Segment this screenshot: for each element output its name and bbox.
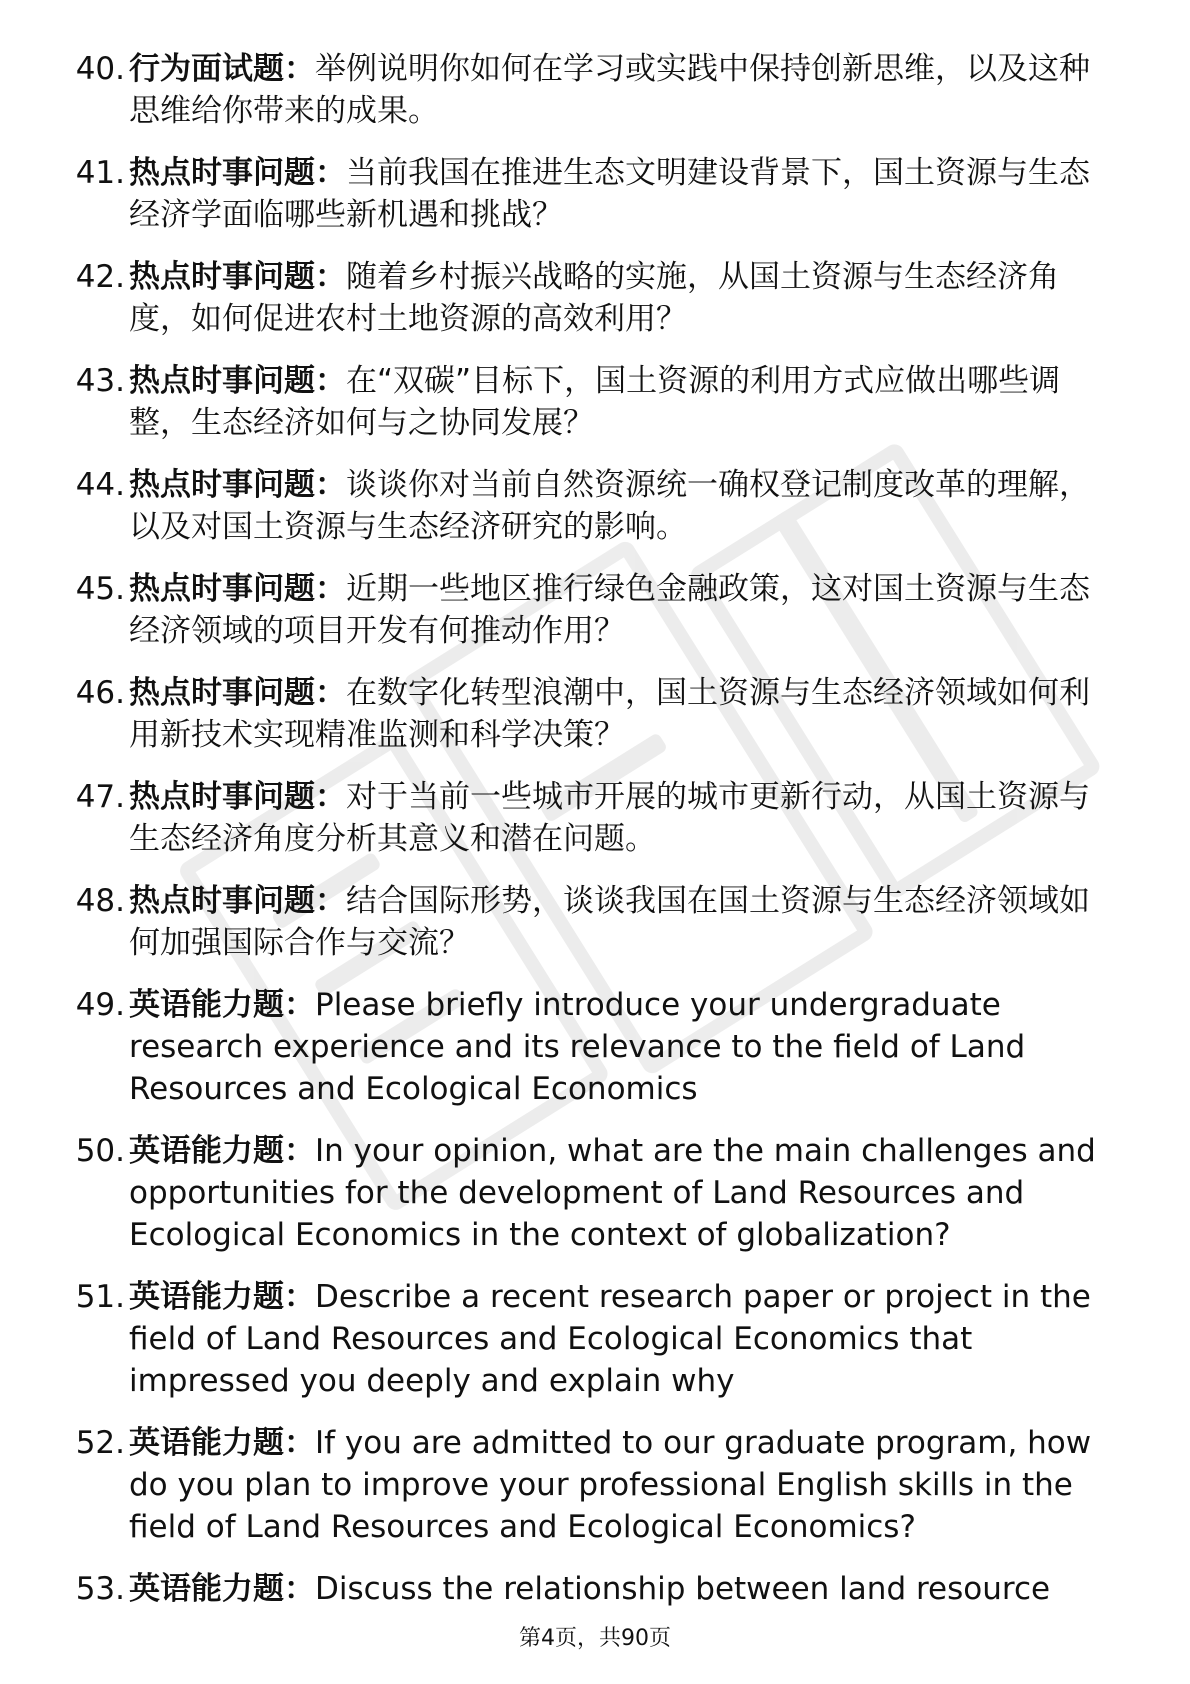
question-item xyxy=(0,464,1190,548)
question-category: 热点时事问题： xyxy=(129,155,346,191)
question-text: 在“双碳”目标下，国土资源的利用方式应做出哪些调整，生态经济如何与之协同发展？ xyxy=(129,363,1061,441)
question-number: 53. xyxy=(75,1571,125,1607)
question-item xyxy=(0,776,1190,860)
question-number: 40. xyxy=(75,51,125,87)
question-item xyxy=(0,1276,1190,1402)
question-item xyxy=(0,672,1190,756)
question-item xyxy=(0,984,1190,1110)
question-number: 51. xyxy=(75,1279,125,1315)
question-category: 英语能力题： xyxy=(129,1425,315,1461)
question-category: 热点时事问题： xyxy=(129,363,346,399)
question-category: 热点时事问题： xyxy=(129,571,346,607)
question-body xyxy=(125,568,1105,652)
question-body xyxy=(125,1422,1105,1548)
question-text: If you are admitted to our graduate program, how do you plan to improve your professional English skills in the field of Land Resources and Ecological Economics? xyxy=(129,1425,1092,1545)
question-body xyxy=(125,1130,1105,1256)
question-text: 随着乡村振兴战略的实施，从国土资源与生态经济角度，如何促进农村土地资源的高效利用？ xyxy=(129,259,1059,337)
question-text: 在数字化转型浪潮中，国土资源与生态经济领域如何利用新技术实现精准监测和科学决策？ xyxy=(129,675,1090,753)
question-item xyxy=(0,152,1190,236)
question-item xyxy=(0,568,1190,652)
question-category: 英语能力题： xyxy=(129,1571,315,1607)
question-number: 42. xyxy=(75,259,125,295)
question-text: 当前我国在推进生态文明建设背景下，国土资源与生态经济学面临哪些新机遇和挑战？ xyxy=(129,155,1090,233)
question-category: 英语能力题： xyxy=(129,1279,315,1315)
question-category: 热点时事问题： xyxy=(129,779,346,815)
question-category: 英语能力题： xyxy=(129,1133,315,1169)
question-text: 对于当前一些城市开展的城市更新行动，从国土资源与生态经济角度分析其意义和潜在问题。 xyxy=(129,779,1090,857)
question-number: 46. xyxy=(75,675,125,711)
question-body xyxy=(125,360,1105,444)
question-item xyxy=(0,48,1190,132)
question-number: 47. xyxy=(75,779,125,815)
question-category: 热点时事问题： xyxy=(129,675,346,711)
question-body xyxy=(125,1276,1105,1402)
question-body xyxy=(125,776,1105,860)
question-text: Please briefly introduce your undergraduate research experience and its relevance to the field of Land Resources and Ecological Economics xyxy=(129,987,1026,1107)
question-body xyxy=(125,152,1105,236)
question-number: 43. xyxy=(75,363,125,399)
question-category: 英语能力题： xyxy=(129,987,315,1023)
question-number: 52. xyxy=(75,1425,125,1461)
question-text: 举例说明你如何在学习或实践中保持创新思维，以及这种思维给你带来的成果。 xyxy=(129,51,1090,129)
question-text: 谈谈你对当前自然资源统一确权登记制度改革的理解，以及对国土资源与生态经济研究的影响。 xyxy=(129,467,1090,545)
question-category: 热点时事问题： xyxy=(129,259,346,295)
question-body xyxy=(125,880,1105,964)
question-text: In your opinion, what are the main challenges and opportunities for the development of Land Resources and Ecological Economics in the context of globalization? xyxy=(129,1133,1096,1253)
question-body xyxy=(125,1568,1105,1610)
question-text: Discuss the relationship between land resource xyxy=(315,1571,1051,1607)
question-text: Describe a recent research paper or project in the field of Land Resources and Ecological Economics that impressed you deeply and explain why xyxy=(129,1279,1091,1399)
question-number: 41. xyxy=(75,155,125,191)
question-number: 49. xyxy=(75,987,125,1023)
question-item xyxy=(0,880,1190,964)
page-number-label: 第4页，共90页 xyxy=(519,1626,671,1651)
question-text: 结合国际形势，谈谈我国在国土资源与生态经济领域如何加强国际合作与交流？ xyxy=(129,883,1090,961)
question-item xyxy=(0,360,1190,444)
page-footer xyxy=(0,1624,1190,1654)
question-item xyxy=(0,1422,1190,1548)
question-number: 44. xyxy=(75,467,125,503)
question-category: 行为面试题： xyxy=(129,51,315,87)
question-category: 热点时事问题： xyxy=(129,467,346,503)
question-list xyxy=(0,48,1190,1630)
question-category: 热点时事问题： xyxy=(129,883,346,919)
question-body xyxy=(125,984,1105,1110)
question-item xyxy=(0,1130,1190,1256)
question-number: 50. xyxy=(75,1133,125,1169)
question-number: 45. xyxy=(75,571,125,607)
question-text: 近期一些地区推行绿色金融政策，这对国土资源与生态经济领域的项目开发有何推动作用？ xyxy=(129,571,1090,649)
question-body xyxy=(125,464,1105,548)
question-number: 48. xyxy=(75,883,125,919)
question-body xyxy=(125,48,1105,132)
question-body xyxy=(125,256,1105,340)
question-item xyxy=(0,256,1190,340)
question-body xyxy=(125,672,1105,756)
question-item xyxy=(0,1568,1190,1610)
